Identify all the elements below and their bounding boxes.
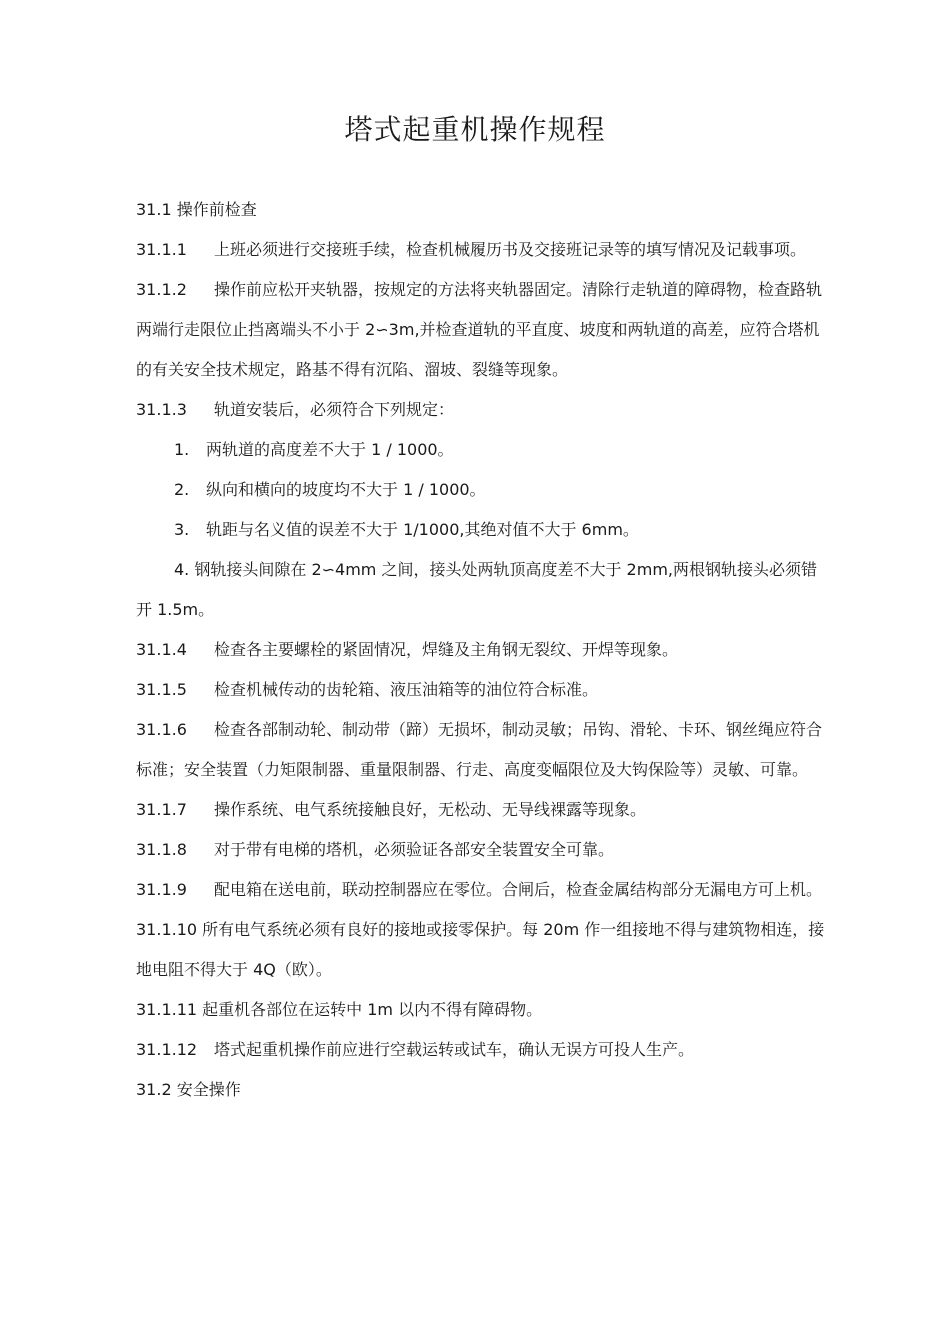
clause-number: 31.1.3 [136,400,187,419]
clause-number: 31.1.8 [136,840,187,859]
list-text: 两轨道的高度差不大于 1 / 1000。 [206,440,454,459]
section-heading: 31.1 操作前检查 [136,200,257,219]
clause-31-1-11: 31.1.11 起重机各部位在运转中 1m 以内不得有障碍物。 [136,1000,543,1019]
clause-number: 31.1.7 [136,800,187,819]
clause-31-1-9 [136,870,826,910]
clause-31-1-8 [136,830,826,870]
list-number: 2. [174,480,190,499]
clause-text: 轨道安装后，必须符合下列规定： [214,400,455,419]
clause-31-1-3 [136,390,826,430]
clause-number: 31.1.9 [136,880,187,899]
document-title: 塔式起重机操作规程 [344,113,606,146]
list-number: 1. [174,440,190,459]
clause-text: 上班必须进行交接班手续，检查机械履历书及交接班记录等的填写情况及记载事项。 [214,240,807,259]
clause-text: 塔式起重机操作前应进行空载运转或试车，确认无误方可投人生产。 [214,1040,695,1059]
clause-31-1-4 [136,630,826,670]
clause-text: 对于带有电梯的塔机，必须验证各部安全装置安全可靠。 [214,840,615,859]
clause-number: 31.1.12 [136,1040,198,1059]
list-text: 纵向和横向的坡度均不大于 1 / 1000。 [206,480,486,499]
clause-31-1-5 [136,670,826,710]
clause-text: 操作系统、电气系统接触良好，无松动、无导线裸露等现象。 [214,800,647,819]
clause-text: 检查机械传动的齿轮箱、液压油箱等的油位符合标准。 [214,680,599,699]
document-body [136,190,826,1110]
clause-number: 31.1.2 [136,280,187,299]
clause-number: 31.1.1 [136,240,187,259]
section-heading: 31.2 安全操作 [136,1080,241,1099]
clause-31-1-6 [136,710,826,790]
list-item [174,470,826,510]
clause-text: 检查各部制动轮、制动带（蹄）无损坏，制动灵敏；吊钩、滑轮、卡环、钢丝绳应符合标准；安全装置（力矩限制器、重量限制器、行走、高度变幅限位及大钩保险等）灵敏、可靠。 [136,720,823,779]
list-item [174,430,826,470]
clause-number: 31.1.6 [136,720,187,739]
clause-31-1-7 [136,790,826,830]
clause-31-1-1 [136,230,826,270]
clause-number: 31.1.5 [136,680,187,699]
clause-31-1-12 [136,1030,826,1070]
clause-number: 31.1.4 [136,640,187,659]
list-text: 轨距与名义值的误差不大于 1/1000,其绝对值不大于 6mm。 [206,520,639,539]
clause-text: 检查各主要螺栓的紧固情况，焊缝及主角钢无裂纹、开焊等现象。 [214,640,679,659]
clause-text: 操作前应松开夹轨器，按规定的方法将夹轨器固定。清除行走轨道的障碍物，检查路轨两端行走限位止挡离端头不小于 2∽3m,并检查道轨的平直度、坡度和两轨道的高差，应符合塔机的有关安全技术规定，路基不得有沉陷、溜坡、裂缝等现象。 [136,280,823,379]
rail-requirements-list [136,430,826,550]
clause-31-1-10: 31.1.10 所有电气系统必须有良好的接地或接零保护。每 20m 作一组接地不得与建筑物相连，接地电阻不得大于 4Q（欧）。 [136,920,825,979]
clause-text: 配电箱在送电前，联动控制器应在零位。合闸后，检查金属结构部分无漏电方可上机。 [214,880,823,899]
list-number: 3. [174,520,190,539]
list-item-4: 4. 钢轨接头间隙在 2∽4mm 之间，接头处两轨顶高度差不大于 2mm,两根钢轨接头必须错开 1.5m。 [136,560,817,619]
clause-31-1-2 [136,270,826,390]
list-item [174,510,826,550]
